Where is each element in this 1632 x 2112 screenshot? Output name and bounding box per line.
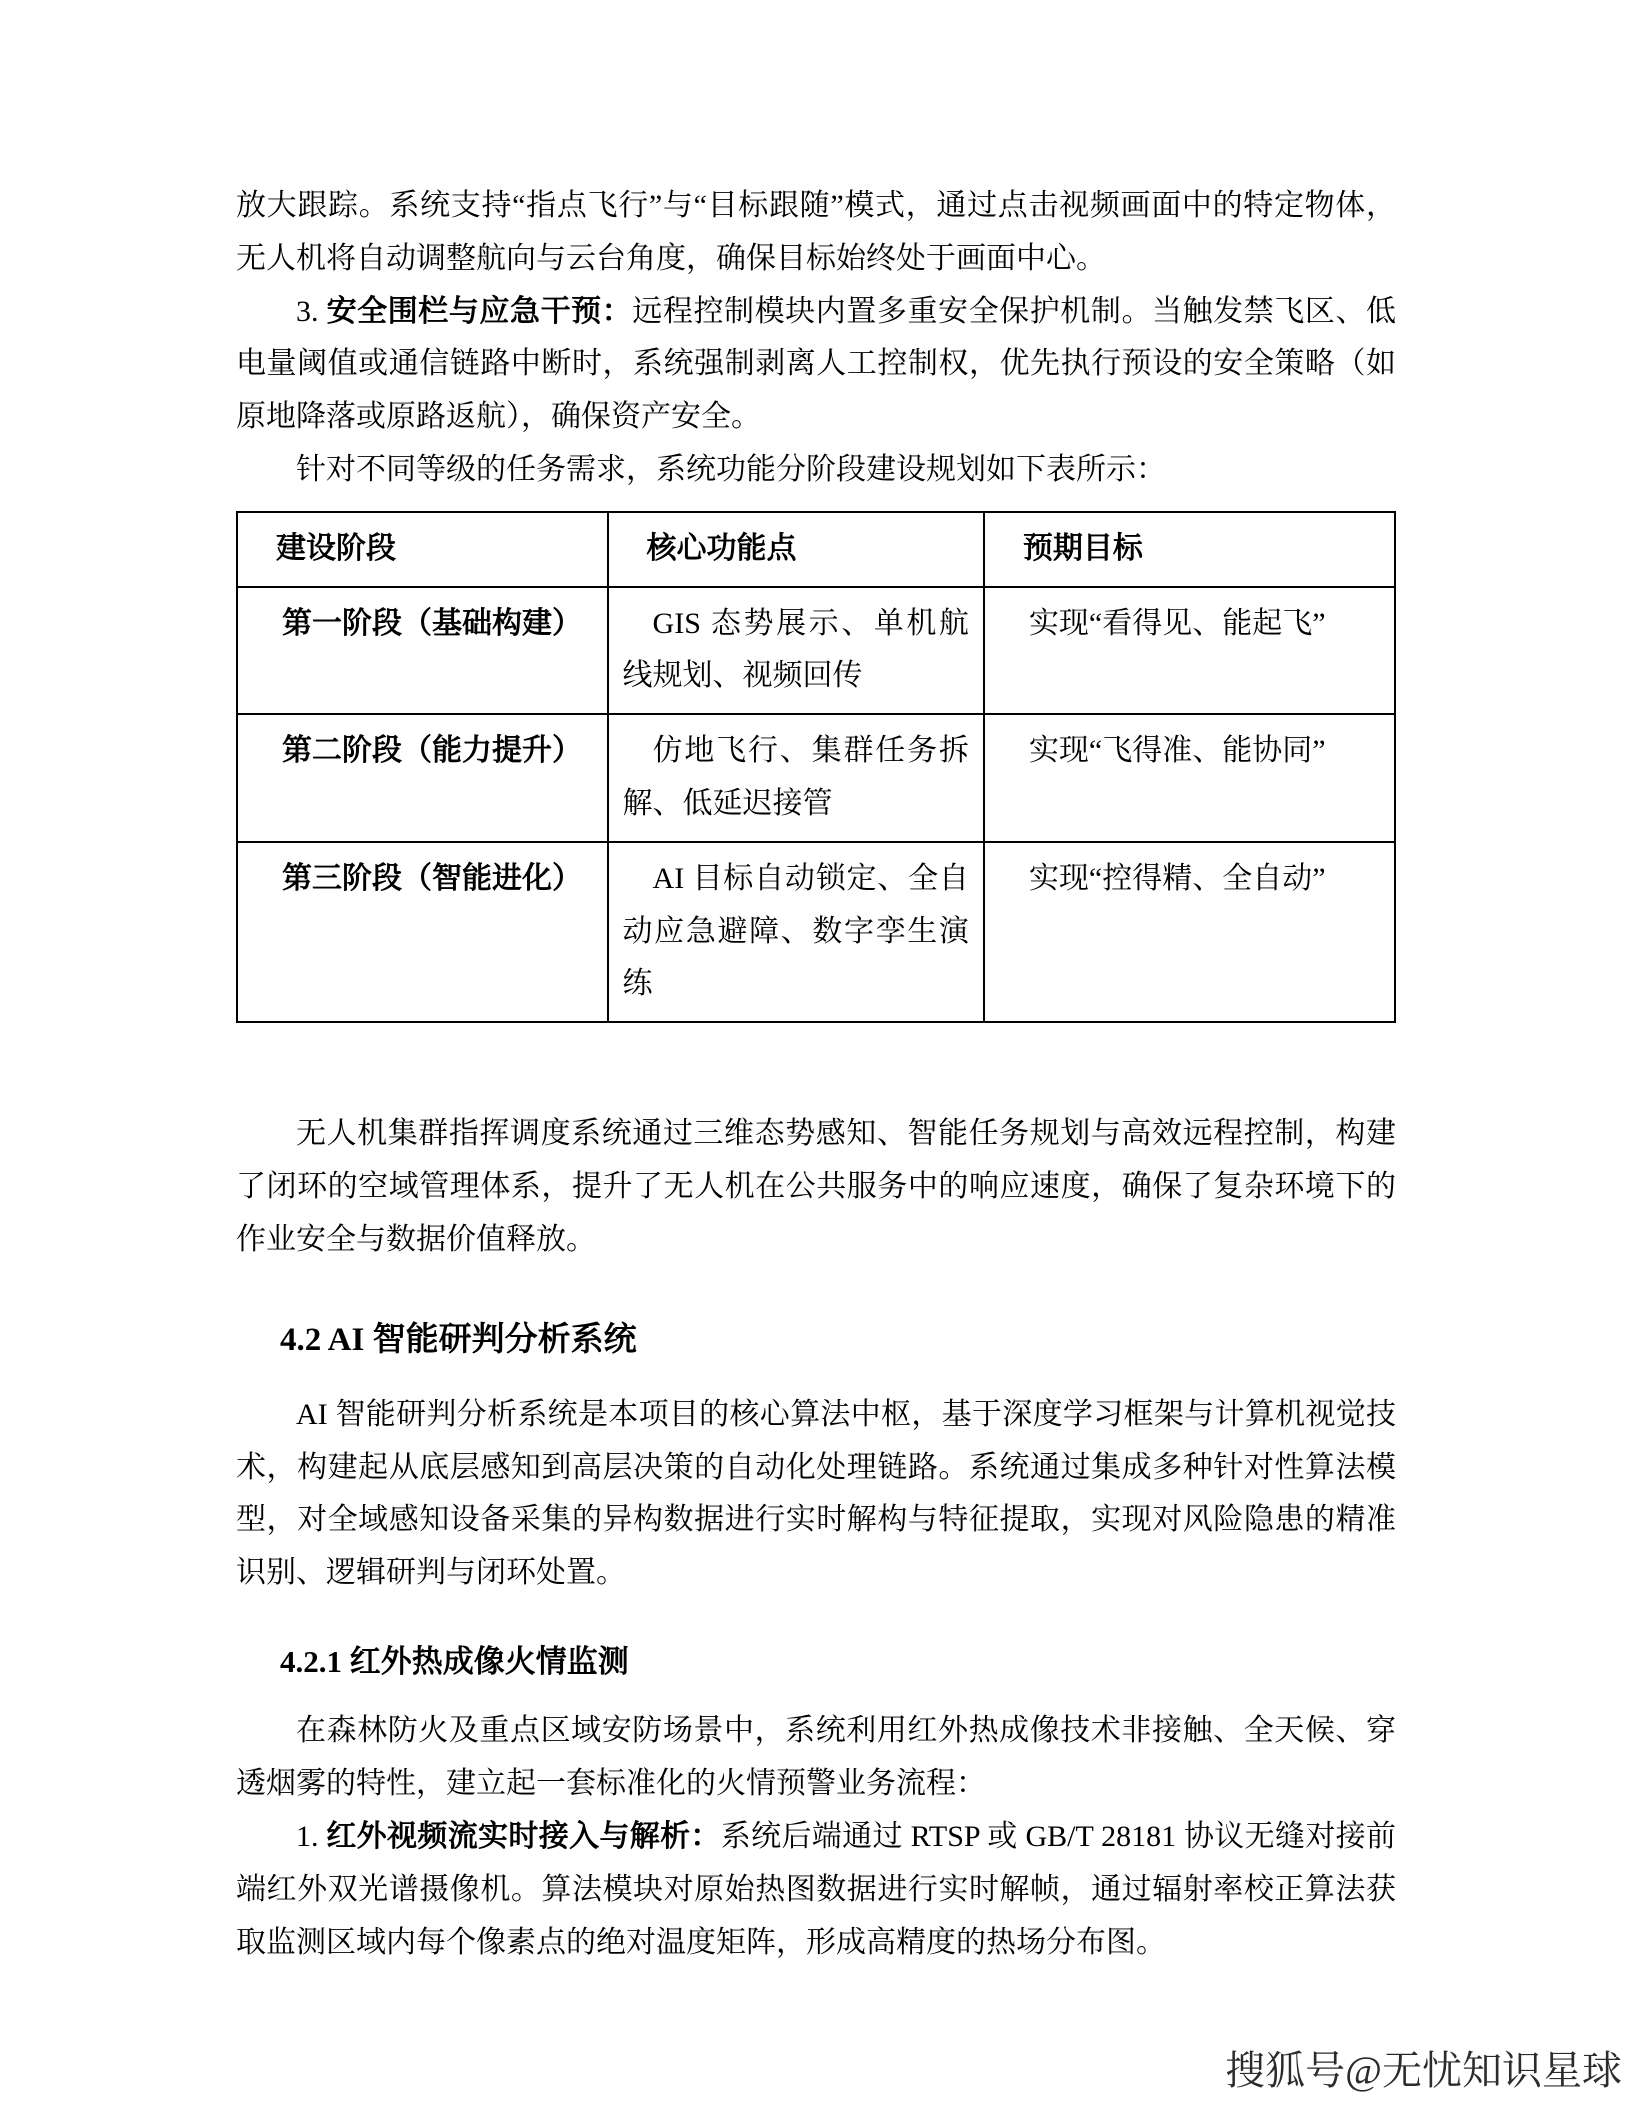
goal-cell-text: 实现“看得见、能起飞” [1028, 606, 1326, 640]
table-row [237, 842, 1395, 1022]
phase-cell-text: 第三阶段（智能进化） [282, 861, 582, 895]
table-header-row [237, 512, 1395, 587]
paragraph-safety-fence [236, 286, 1396, 444]
column-header-phase: 建设阶段 [237, 512, 608, 587]
phase-plan-table [236, 511, 1396, 1023]
bold-lead: 安全围栏与应急干预： [326, 294, 633, 328]
bold-lead: 红外视频流实时接入与解析： [326, 1819, 721, 1853]
features-cell-text: AI 目标自动锁定、全自动应急避障、数字孪生演练 [622, 861, 969, 1001]
table-row [237, 714, 1395, 842]
paragraph-infrared-ingest [236, 1811, 1396, 1969]
phase-cell-text: 第一阶段（基础构建） [282, 606, 582, 640]
features-cell-text: GIS 态势展示、单机航线规划、视频回传 [622, 606, 969, 693]
section-heading-4-2-1: 4.2.1 红外热成像火情监测 [280, 1643, 629, 1679]
paragraph-rest: 远程控制模块内置多重安全保护机制。当触发禁飞区、低电量阈值或通信链路中断时，系统强制剥离人工控制权，优先执行预设的安全策略（如原地降落或原路返航），确保资产安全。 [236, 294, 1397, 434]
watermark-text: 搜狐号@无忧知识星球 [1225, 2047, 1622, 2093]
paragraph-system-summary [236, 1108, 1396, 1266]
list-number: 1. [296, 1819, 327, 1853]
section-heading-4-2: 4.2 AI 智能研判分析系统 [280, 1321, 637, 1358]
column-header-goal: 预期目标 [984, 512, 1395, 587]
paragraph-fire-scene [236, 1705, 1396, 1811]
phase-cell-text: 第二阶段（能力提升） [282, 734, 582, 768]
paragraph-ai-overview [236, 1389, 1396, 1600]
table-row [237, 587, 1395, 715]
paragraph-table-intro [236, 444, 1396, 497]
paragraph-fire-scene-text: 在森林防火及重点区域安防场景中，系统利用红外热成像技术非接触、全天候、穿透烟雾的特性，建立起一套标准化的火情预警业务流程： [236, 1714, 1396, 1801]
features-cell-text: 仿地飞行、集群任务拆解、低延迟接管 [622, 734, 969, 820]
goal-cell-text: 实现“控得精、全自动” [1028, 861, 1326, 895]
paragraph-ai-overview-text: AI 智能研判分析系统是本项目的核心算法中枢，基于深度学习框架与计算机视觉技术，构建起从底层感知到高层决策的自动化处理链路。系统通过集成多种针对性算法模型，对全域感知设备采集的异构数据进行实时解构与特征提取，实现对风险隐患的精准识别、逻辑研判与闭环处置。 [236, 1397, 1396, 1590]
column-header-features: 核心功能点 [608, 512, 984, 587]
paragraph-continuation [236, 180, 1396, 286]
paragraph-table-intro-text: 针对不同等级的任务需求，系统功能分阶段建设规划如下表所示： [296, 452, 1166, 486]
list-number: 3. [296, 294, 327, 328]
paragraph-system-summary-text: 无人机集群指挥调度系统通过三维态势感知、智能任务规划与高效远程控制，构建了闭环的空域管理体系，提升了无人机在公共服务中的响应速度，确保了复杂环境下的作业安全与数据价值释放。 [236, 1117, 1396, 1256]
paragraph-rest: 系统后端通过 RTSP 或 GB/T 28181 协议无缝对接前端红外双光谱摄像机。算法模块对原始热图数据进行实时解帧，通过辐射率校正算法获取监测区域内每个像素点的绝对温度矩阵，形成高精度的热场分布图。 [236, 1819, 1396, 1959]
paragraph-continuation-text: 放大跟踪。系统支持“指点飞行”与“目标跟随”模式，通过点击视频画面中的特定物体，无人机将自动调整航向与云台角度，确保目标始终处于画面中心。 [236, 189, 1396, 275]
goal-cell-text: 实现“飞得准、能协同” [1028, 734, 1326, 768]
